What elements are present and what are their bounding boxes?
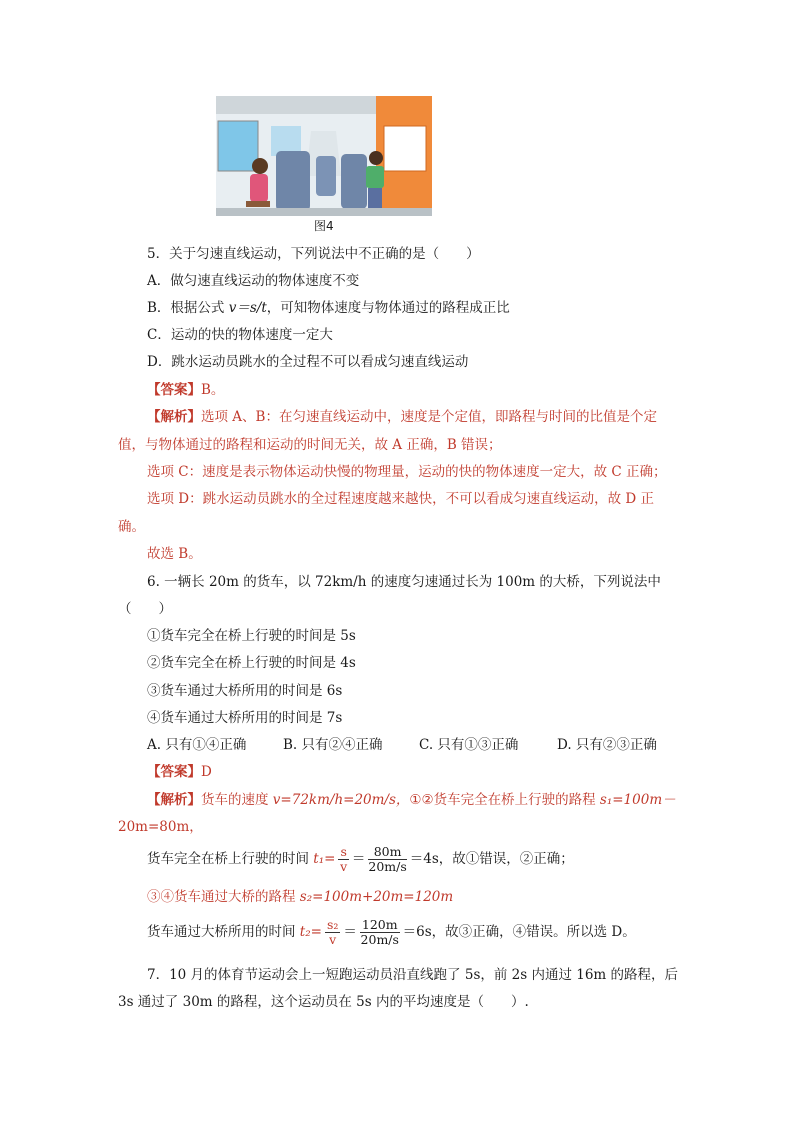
fraction-s-over-v: $\frac{s}{v}$ [340, 844, 348, 874]
q6-option-b: B. 只有②④正确 [283, 737, 383, 753]
q6-option-d: D. 只有②③正确 [557, 737, 657, 753]
fraction-80-over-20: $\frac{80m}{20m/s}$ [368, 844, 407, 874]
q5-analysis-4: 选项 D：跳水运动员跳水的全过程速度越来越快，不可以看成匀速直线运动，故 D 正 [147, 491, 655, 507]
q6-option-a: A. 只有①④正确 [147, 737, 247, 753]
q5-option-c: C．运动的快的物体速度一定大 [147, 327, 333, 343]
q6-statement-3: ③货车通过大桥所用的时间是 6s [147, 683, 343, 699]
q5-analysis-2: 值，与物体通过的路程和运动的时间无关，故 A 正确，B 错误； [118, 437, 502, 453]
q6-stem: 6. 一辆长 20m 的货车，以 72km/h 的速度匀速通过长为 100m 的大桥，下列说法中 [147, 574, 661, 590]
q6-analysis-1: 【解析】货车的速度 v=72km/h=20m/s，①②货车完全在桥上行驶的路程 s₁=100m－ [147, 792, 676, 808]
q6-stem-blank: （ ） [118, 601, 172, 617]
q7-stem: 7．10 月的体育节运动会上一短跑运动员沿直线跑了 5s，前 2s 内通过 16m 的路程，后 [147, 967, 679, 983]
q5-answer: 【答案】B。 [147, 382, 225, 398]
train-interior-figure [216, 96, 432, 216]
q5-stem: 5．关于匀速直线运动，下列说法中不正确的是（ ） [147, 246, 480, 262]
q6-answer: 【答案】D [147, 764, 212, 780]
q5-analysis-5: 确。 [118, 519, 145, 535]
q6-statement-2: ②货车完全在桥上行驶的时间是 4s [147, 655, 356, 671]
q6-analysis-4: ③④货车通过大桥的路程 s₂=100m+20m=120m [147, 889, 454, 905]
fraction-s2-over-v: $\frac{\text{s₂}}{v}$ [326, 917, 339, 947]
q5-analysis-3: 选项 C：速度是表示物体运动快慢的物理量，运动的快的物体速度一定大，故 C 正确； [147, 464, 667, 480]
q5-option-b: B．根据公式 v＝s/t，可知物体速度与物体通过的路程成正比 [147, 300, 510, 316]
q7-stem-2: 3s 通过了 30m 的路程，这个运动员在 5s 内的平均速度是（ ）. [118, 994, 529, 1010]
q5-option-a: A．做匀速直线运动的物体速度不变 [147, 273, 360, 289]
q6-options [147, 736, 657, 754]
q6-option-c: C. 只有①③正确 [419, 737, 519, 753]
q6-analysis-2: 20m=80m， [118, 819, 203, 835]
q5-option-d: D．跳水运动员跳水的全过程不可以看成匀速直线运动 [147, 354, 469, 370]
figure-caption: 图4 [314, 219, 334, 233]
q6-statement-4: ④货车通过大桥所用的时间是 7s [147, 710, 343, 726]
q5-conclusion: 故选 B。 [147, 546, 202, 562]
q6-analysis-5: 货车通过大桥所用的时间 t₂= $\frac{\text{s₂}}{v}$ ＝ $\frac{120m}{20m/s}$ ＝6s，故③正确，④错误。所以选 D。 [147, 917, 636, 947]
q6-analysis-3: 货车完全在桥上行驶的时间 t₁= $\frac{s}{v}$ ＝ $\frac{80m}{20m/s}$ ＝4s，故①错误，②正确； [147, 844, 574, 874]
q5-analysis-1: 【解析】选项 A、B：在匀速直线运动中，速度是个定值，即路程与时间的比值是个定 [147, 409, 657, 425]
q6-statement-1: ①货车完全在桥上行驶的时间是 5s [147, 628, 356, 644]
fraction-120-over-20: $\frac{120m}{20m/s}$ [360, 917, 399, 947]
